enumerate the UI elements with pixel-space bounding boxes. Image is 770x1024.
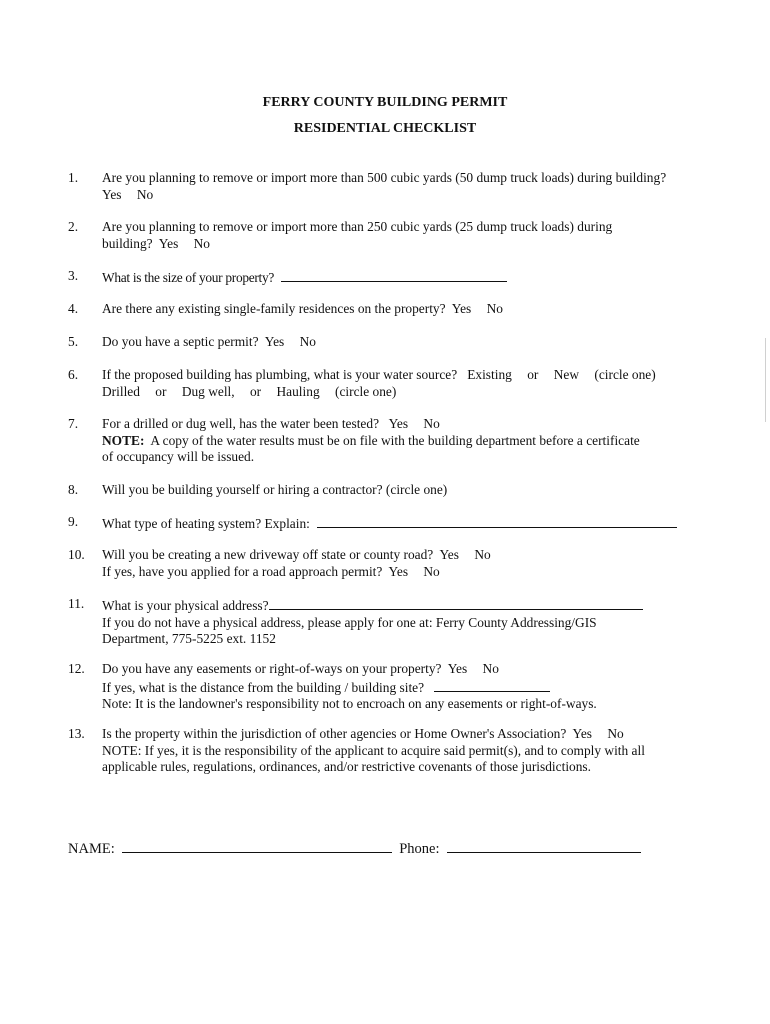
scan-edge-mark bbox=[765, 338, 766, 422]
easement-distance-field[interactable] bbox=[434, 678, 550, 692]
question-number: 11. bbox=[68, 596, 85, 611]
hauling-option[interactable]: Hauling bbox=[276, 383, 320, 399]
property-size-field[interactable] bbox=[281, 268, 507, 282]
or-text: or bbox=[249, 383, 262, 399]
existing-option[interactable]: Existing bbox=[467, 367, 512, 382]
dug-well-option[interactable]: Dug well, bbox=[181, 383, 235, 399]
question-2 bbox=[68, 219, 728, 252]
question-number: 2. bbox=[68, 219, 79, 234]
yes-option[interactable]: Yes bbox=[451, 301, 472, 316]
question-10 bbox=[68, 547, 728, 580]
question-number: 7. bbox=[68, 416, 79, 431]
form-title: FERRY COUNTY BUILDING PERMIT bbox=[262, 95, 508, 110]
note-text-cont: of occupancy will be issued. bbox=[102, 449, 255, 465]
or-text: or bbox=[527, 367, 539, 382]
question-8 bbox=[68, 482, 728, 499]
note-text-cont: applicable rules, regulations, ordinances, and/or restrictive covenants of those jurisdictions. bbox=[102, 759, 591, 775]
question-number: 8. bbox=[68, 482, 79, 497]
or-text: or bbox=[155, 383, 167, 399]
question-text-cont: If yes, have you applied for a road approach permit? bbox=[102, 563, 383, 579]
yes-option[interactable]: Yes bbox=[572, 726, 592, 741]
circle-one-note: (circle one) bbox=[594, 367, 656, 382]
question-text-cont: building? bbox=[102, 235, 153, 251]
yes-option[interactable]: Yes bbox=[388, 563, 409, 579]
question-text: Are you planning to remove or import more than 250 cubic yards (25 dump truck loads) during bbox=[102, 219, 613, 234]
question-number: 9. bbox=[68, 514, 79, 529]
name-field[interactable] bbox=[122, 839, 392, 853]
heating-system-field[interactable] bbox=[317, 514, 677, 528]
question-text-cont: If yes, what is the distance from the building / building site? bbox=[102, 679, 425, 695]
question-6 bbox=[68, 367, 728, 400]
no-option[interactable]: No bbox=[136, 186, 154, 202]
question-number: 3. bbox=[68, 268, 79, 283]
signature-row bbox=[68, 839, 641, 858]
question-text: For a drilled or dug well, has the water been tested? bbox=[102, 416, 380, 431]
yes-option[interactable]: Yes bbox=[388, 416, 409, 431]
no-option[interactable]: No bbox=[423, 416, 440, 431]
question-5 bbox=[68, 334, 728, 351]
question-text: Do you have a septic permit? bbox=[102, 334, 259, 349]
yes-option[interactable]: Yes bbox=[447, 661, 468, 676]
question-text-cont: Department, 775-5225 ext. 1152 bbox=[102, 631, 276, 647]
new-option[interactable]: New bbox=[553, 367, 580, 382]
question-text: What is the size of your property? bbox=[102, 270, 274, 285]
no-option[interactable]: No bbox=[193, 235, 211, 251]
drilled-option[interactable]: Drilled bbox=[102, 383, 140, 399]
question-12 bbox=[68, 661, 728, 713]
question-text: Will you be creating a new driveway off state or county road? bbox=[102, 547, 434, 562]
question-number: 6. bbox=[68, 367, 79, 382]
question-number: 13. bbox=[68, 726, 85, 741]
name-label: NAME: bbox=[68, 841, 115, 857]
question-9 bbox=[68, 514, 728, 533]
question-text: Do you have any easements or right-of-ways on your property? bbox=[102, 661, 442, 676]
note-text: NOTE: If yes, it is the responsibility of the applicant to acquire said permit(s), and to comply with all bbox=[102, 742, 645, 758]
question-number: 10. bbox=[68, 547, 85, 562]
yes-option[interactable]: Yes bbox=[158, 235, 179, 251]
physical-address-field[interactable] bbox=[269, 596, 643, 610]
phone-label: Phone: bbox=[399, 841, 440, 857]
question-3 bbox=[68, 268, 728, 287]
question-13 bbox=[68, 726, 728, 776]
form-subtitle: RESIDENTIAL CHECKLIST bbox=[293, 121, 477, 136]
question-text: What is your physical address? bbox=[102, 598, 269, 613]
question-text: Is the property within the jurisdiction of other agencies or Home Owner's Association? bbox=[102, 726, 567, 741]
question-text: Will you be building yourself or hiring a contractor? (circle one) bbox=[102, 482, 448, 497]
no-option[interactable]: No bbox=[474, 547, 491, 562]
question-4 bbox=[68, 301, 728, 318]
no-option[interactable]: No bbox=[607, 726, 624, 741]
note-text: Note: It is the landowner's responsibility not to encroach on any easements or right-of-ways. bbox=[102, 696, 597, 712]
note-text: A copy of the water results must be on file with the building department before a certificate bbox=[150, 432, 640, 448]
question-11 bbox=[68, 596, 728, 648]
question-number: 1. bbox=[68, 170, 79, 185]
question-7 bbox=[68, 416, 728, 466]
no-option[interactable]: No bbox=[299, 334, 316, 349]
no-option[interactable]: No bbox=[486, 301, 503, 316]
question-1 bbox=[68, 170, 728, 203]
note-label: NOTE: bbox=[102, 432, 145, 448]
question-text: What type of heating system? Explain: bbox=[102, 516, 310, 531]
yes-option[interactable]: Yes bbox=[264, 334, 285, 349]
question-text-cont: If you do not have a physical address, please apply for one at: Ferry County Addressing/GIS bbox=[102, 614, 597, 630]
question-number: 4. bbox=[68, 301, 79, 316]
question-text: Are there any existing single-family residences on the property? bbox=[102, 301, 446, 316]
question-number: 12. bbox=[68, 661, 85, 676]
yes-option[interactable]: Yes bbox=[439, 547, 459, 562]
question-text: If the proposed building has plumbing, what is your water source? bbox=[102, 367, 458, 382]
no-option[interactable]: No bbox=[423, 563, 440, 579]
phone-field[interactable] bbox=[447, 839, 641, 853]
question-text: Are you planning to remove or import more than 500 cubic yards (50 dump truck loads) during building? bbox=[102, 170, 667, 185]
no-option[interactable]: No bbox=[482, 661, 499, 676]
circle-one-note: (circle one) bbox=[335, 383, 397, 399]
question-number: 5. bbox=[68, 334, 79, 349]
yes-option[interactable]: Yes bbox=[102, 186, 122, 202]
